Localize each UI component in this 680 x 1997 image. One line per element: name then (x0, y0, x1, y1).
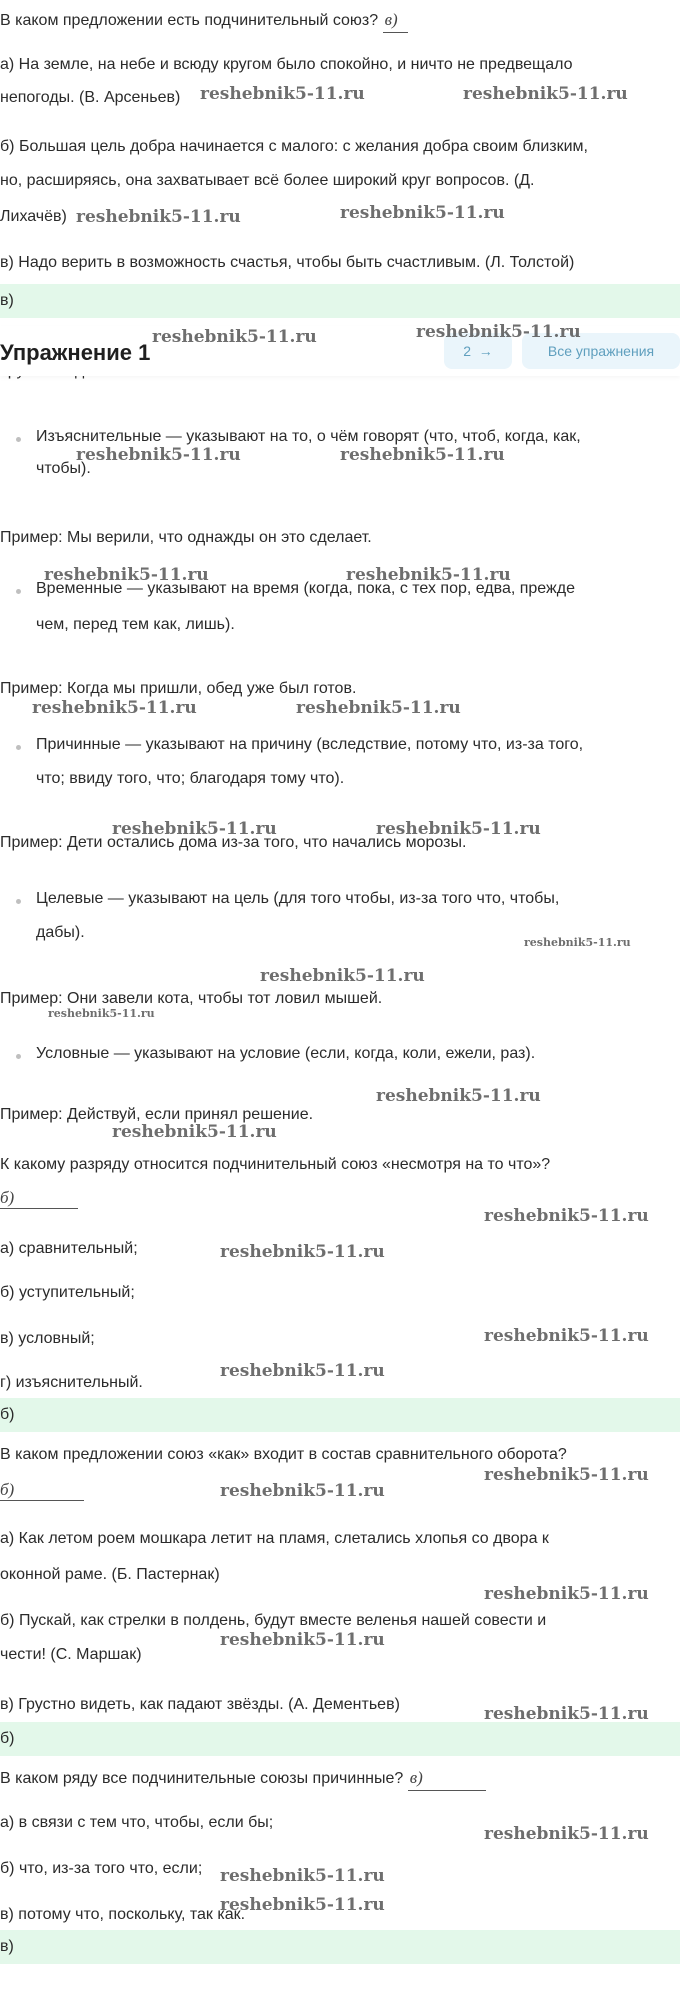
q4-option-b: б) что, из-за того что, если; (0, 1860, 203, 1877)
q1-option-a-line1: а) На земле, на небе и всюду кругом было спокойно, и ничто не предвещало (0, 56, 573, 73)
q2-option-c: в) условный; (0, 1330, 95, 1347)
watermark: reshebnik5-11.ru (220, 1481, 385, 1501)
q3-option-a-line1: а) Как летом роем мошкара летит на пламя, слетались хлопья со двора к (0, 1530, 549, 1547)
theory-4-example: Пример: Они завели кота, чтобы тот ловил мышей. (0, 990, 383, 1007)
watermark: reshebnik5-11.ru (340, 203, 505, 223)
q2-option-b: б) уступительный; (0, 1284, 135, 1301)
q1-option-a-line2: непогоды. (В. Арсеньев) (0, 89, 181, 106)
page-title: Упражнение 1 (0, 340, 151, 365)
q3-answer: б) (0, 1730, 15, 1747)
q1-option-b-line3: Лихачёв) (0, 208, 67, 225)
theory-2-example: Пример: Когда мы пришли, обед уже был готов. (0, 680, 357, 697)
bullet-icon (16, 899, 21, 904)
theory-2-line1: Временные — указывают на время (когда, пока, с тех пор, едва, прежде (36, 580, 575, 597)
bullet-icon (16, 589, 21, 594)
watermark: reshebnik5-11.ru (484, 1824, 649, 1844)
watermark: reshebnik5-11.ru (112, 1122, 277, 1142)
watermark: reshebnik5-11.ru (463, 84, 628, 104)
watermark: reshebnik5-11.ru (220, 1361, 385, 1381)
watermark: reshebnik5-11.ru (32, 698, 197, 718)
q3-answer-band (0, 1722, 680, 1756)
watermark: reshebnik5-11.ru (220, 1866, 385, 1886)
theory-3-line1: Причинные — указывают на причину (вследствие, потому что, из-за того, (36, 736, 584, 753)
watermark: reshebnik5-11.ru (376, 1086, 541, 1106)
theory-4-line1: Целевые — указывают на цель (для того чтобы, из-за того что, чтобы, (36, 890, 560, 907)
bullet-icon (16, 437, 21, 442)
watermark: reshebnik5-11.ru (346, 565, 511, 585)
watermark: reshebnik5-11.ru (340, 445, 505, 465)
q1-answer-band (0, 284, 680, 318)
q1-answer: в) (0, 292, 14, 309)
watermark: reshebnik5-11.ru (484, 1584, 649, 1604)
theory-5-example: Пример: Действуй, если принял решение. (0, 1106, 314, 1123)
watermark: reshebnik5-11.ru (220, 1895, 385, 1915)
q1-handwritten-answer: в) (383, 10, 408, 33)
q1-option-b-line1: б) Большая цель добра начинается с малого: с желания добра своим близким, (0, 138, 588, 155)
watermark: reshebnik5-11.ru (200, 84, 365, 104)
next-exercise-button[interactable]: 2 → (444, 333, 512, 369)
watermark: reshebnik5-11.ru (416, 322, 581, 342)
watermark: reshebnik5-11.ru (76, 445, 241, 465)
q1-question: В каком предложении есть подчинительный союз? в) (0, 10, 408, 33)
q1-option-c: в) Надо верить в возможность счастья, чтобы быть счастливым. (Л. Толстой) (0, 254, 575, 271)
watermark: reshebnik5-11.ru (484, 1206, 649, 1226)
q4-answer: в) (0, 1938, 14, 1955)
q4-question: В каком ряду все подчинительные союзы причинные? в) (0, 1768, 486, 1791)
q4-answer-band (0, 1930, 680, 1964)
q3-handwritten-answer: б) (0, 1480, 84, 1501)
q3-option-a-line2: оконной раме. (Б. Пастернак) (0, 1566, 220, 1583)
bullet-icon (16, 745, 21, 750)
watermark: reshebnik5-11.ru (48, 1007, 155, 1020)
q4-option-c: в) потому что, поскольку, так как. (0, 1906, 246, 1923)
watermark: reshebnik5-11.ru (484, 1326, 649, 1346)
theory-3-line2: что; ввиду того, что; благодаря тому что). (36, 770, 345, 787)
watermark: reshebnik5-11.ru (260, 966, 425, 986)
q2-answer-band (0, 1398, 680, 1432)
theory-1-line2: чтобы). (36, 460, 91, 477)
theory-5-line1: Условные — указывают на условие (если, когда, коли, ежели, раз). (36, 1045, 536, 1062)
theory-2-line2: чем, перед тем как, лишь). (36, 616, 235, 633)
q2-option-d: г) изъяснительный. (0, 1374, 143, 1391)
q4-handwritten-answer: в) (408, 1768, 486, 1791)
watermark: reshebnik5-11.ru (152, 327, 317, 347)
arrow-right-icon: → (478, 343, 493, 359)
watermark: reshebnik5-11.ru (76, 207, 241, 227)
watermark: reshebnik5-11.ru (220, 1630, 385, 1650)
theory-1-line1: Изъяснительные — указывают на то, о чём говорят (что, чтоб, когда, как, (36, 428, 581, 445)
all-exercises-button[interactable]: Все упражнения (522, 333, 680, 369)
watermark: reshebnik5-11.ru (296, 698, 461, 718)
watermark: reshebnik5-11.ru (524, 936, 631, 949)
q3-option-b-line2: чести! (С. Маршак) (0, 1646, 142, 1663)
theory-3-example: Пример: Дети остались дома из-за того, что начались морозы. (0, 834, 467, 851)
watermark: reshebnik5-11.ru (376, 819, 541, 839)
watermark: reshebnik5-11.ru (220, 1242, 385, 1262)
q3-option-b-line1: б) Пускай, как стрелки в полдень, будут вместе веленья нашей совести и (0, 1612, 547, 1629)
theory-1-example: Пример: Мы верили, что однажды он это сделает. (0, 529, 372, 546)
bullet-icon (16, 1054, 21, 1059)
q2-question: К какому разряду относится подчинительный союз «несмотря на то что»? (0, 1156, 551, 1173)
q1-option-b-line2: но, расширяясь, она захватывает всё более широкий круг вопросов. (Д. (0, 172, 535, 189)
q4-option-a: а) в связи с тем что, чтобы, если бы; (0, 1814, 274, 1831)
q2-handwritten-answer: б) (0, 1188, 78, 1209)
watermark: reshebnik5-11.ru (484, 1704, 649, 1724)
q2-answer: б) (0, 1406, 15, 1423)
theory-4-line2: дабы). (36, 924, 85, 941)
q2-option-a: а) сравнительный; (0, 1240, 138, 1257)
q3-question: В каком предложении союз «как» входит в состав сравнительного оборота? (0, 1446, 567, 1463)
watermark: reshebnik5-11.ru (112, 819, 277, 839)
watermark: reshebnik5-11.ru (44, 565, 209, 585)
watermark: reshebnik5-11.ru (484, 1465, 649, 1485)
q3-option-c: в) Грустно видеть, как падают звёзды. (А. Дементьев) (0, 1696, 400, 1713)
